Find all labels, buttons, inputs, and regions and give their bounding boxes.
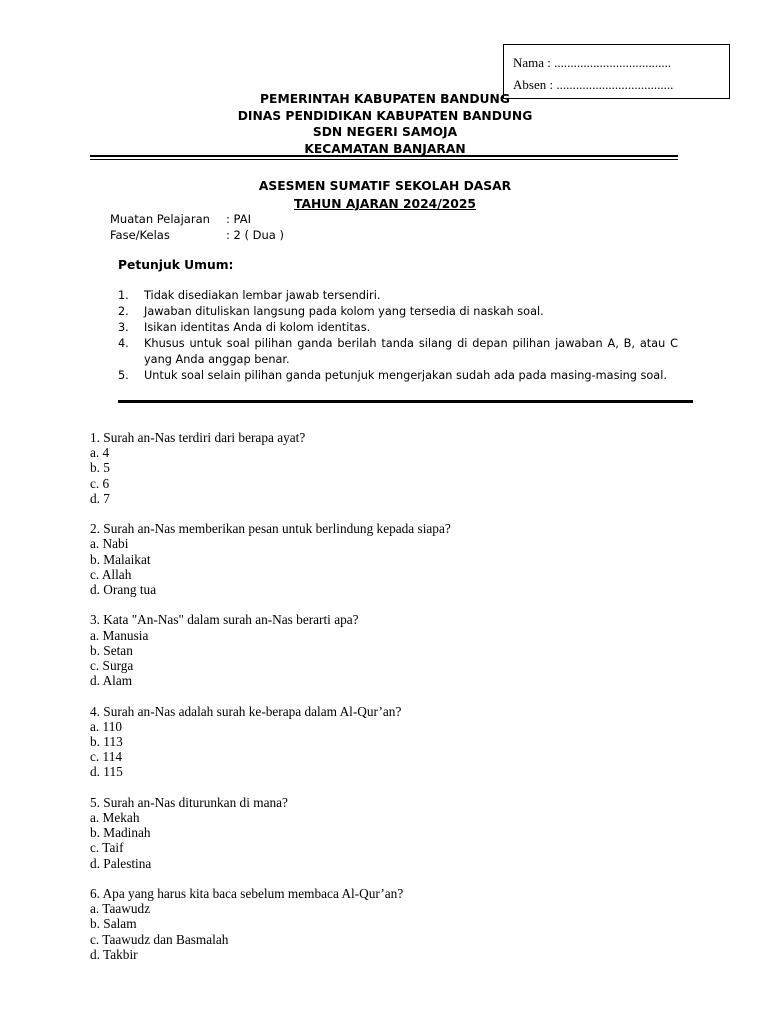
question-text: 2. Surah an-Nas memberikan pesan untuk berlindung kepada siapa? <box>90 521 451 537</box>
answer-option[interactable]: b. Setan <box>90 642 133 658</box>
instruction-number: 2. <box>118 305 129 318</box>
instruction-item <box>118 320 678 336</box>
answer-option[interactable]: a. 4 <box>90 445 110 461</box>
answer-option[interactable]: d. 115 <box>90 764 123 780</box>
instruction-text: Untuk soal selain pilihan ganda petunjuk mengerjakan sudah ada pada masing-masing soal. <box>144 369 667 382</box>
answer-option[interactable]: b. 5 <box>90 460 110 476</box>
answer-option[interactable]: c. Taif <box>90 840 124 856</box>
subject-value: : PAI <box>226 212 251 226</box>
answer-option[interactable]: c. 6 <box>90 475 110 491</box>
instructions-list <box>118 288 678 384</box>
school-header <box>200 91 570 157</box>
title-line: ASESMEN SUMATIF SEKOLAH DASAR <box>258 179 512 193</box>
answer-option[interactable]: d. Takbir <box>90 946 138 962</box>
answer-option[interactable]: a. 110 <box>90 718 123 734</box>
question-text: 1. Surah an-Nas terdiri dari berapa ayat? <box>90 430 306 445</box>
answer-option[interactable]: a. Nabi <box>90 536 129 552</box>
instruction-item <box>118 288 678 304</box>
answer-option[interactable]: b. Salam <box>90 916 137 932</box>
exam-meta <box>110 211 284 243</box>
answer-option[interactable]: a. Manusia <box>90 627 149 643</box>
instruction-text: Khusus untuk soal pilihan ganda berilah tanda silang di depan pilihan jawaban A, B, atau C yang Anda anggap benar. <box>144 337 678 366</box>
answer-option[interactable]: d. Alam <box>90 673 133 689</box>
instruction-number: 4. <box>118 337 129 350</box>
header-line: KECAMATAN BANJARAN <box>304 141 466 156</box>
answer-option[interactable]: a. Mekah <box>90 810 140 826</box>
question-block <box>90 521 690 597</box>
absen-field[interactable]: Absen : .................................... <box>513 77 674 92</box>
subject-label: Muatan Pelajaran <box>110 212 210 226</box>
instructions-heading: Petunjuk Umum: <box>118 258 234 272</box>
header-line: DINAS PENDIDIKAN KABUPATEN BANDUNG <box>237 108 533 123</box>
class-value: : 2 ( Dua ) <box>226 228 284 242</box>
answer-option[interactable]: a. Taawudz <box>90 901 151 917</box>
answer-option[interactable]: b. Malaikat <box>90 551 151 567</box>
questions-section <box>90 430 690 977</box>
question-text: 6. Apa yang harus kita baca sebelum membaca Al-Qur’an? <box>90 886 404 902</box>
question-block <box>90 886 690 962</box>
question-block <box>90 430 690 506</box>
answer-option[interactable]: d. Palestina <box>90 855 152 871</box>
instruction-text: Tidak disediakan lembar jawab tersendiri. <box>144 289 381 302</box>
instruction-text: Isikan identitas Anda di kolom identitas. <box>144 321 371 334</box>
question-text: 5. Surah an-Nas diturunkan di mana? <box>90 794 288 810</box>
question-block <box>90 612 690 688</box>
header-line: PEMERINTAH KABUPATEN BANDUNG <box>260 92 510 106</box>
instruction-number: 1. <box>118 289 129 302</box>
instruction-item <box>118 336 678 368</box>
class-label: Fase/Kelas <box>110 228 170 242</box>
instruction-number: 5. <box>118 369 129 382</box>
answer-option[interactable]: c. Surga <box>90 658 134 674</box>
question-block <box>90 704 690 780</box>
question-text: 3. Kata "An-Nas" dalam surah an-Nas berarti apa? <box>90 612 359 628</box>
instructions-divider <box>118 400 693 403</box>
answer-option[interactable]: c. 114 <box>90 749 123 765</box>
name-field[interactable]: Nama : .................................... <box>513 55 672 70</box>
answer-option[interactable]: d. 7 <box>90 490 110 506</box>
exam-title <box>200 177 570 213</box>
instruction-item <box>118 304 678 320</box>
academic-year: TAHUN AJARAN 2024/2025 <box>294 197 476 211</box>
question-block <box>90 795 690 871</box>
answer-option[interactable]: b. Madinah <box>90 825 151 841</box>
question-text: 4. Surah an-Nas adalah surah ke-berapa dalam Al-Qur’an? <box>90 703 402 719</box>
header-line: SDN NEGERI SAMOJA <box>312 125 458 139</box>
header-divider <box>90 155 678 157</box>
instruction-text: Jawaban dituliskan langsung pada kolom yang tersedia di naskah soal. <box>144 305 544 318</box>
answer-option[interactable]: c. Taawudz dan Basmalah <box>90 931 229 947</box>
instruction-number: 3. <box>118 321 129 334</box>
answer-option[interactable]: d. Orang tua <box>90 582 157 598</box>
header-divider-thin <box>90 159 678 160</box>
answer-option[interactable]: b. 113 <box>90 734 123 750</box>
answer-option[interactable]: c. Allah <box>90 566 132 582</box>
instruction-item <box>118 368 678 384</box>
